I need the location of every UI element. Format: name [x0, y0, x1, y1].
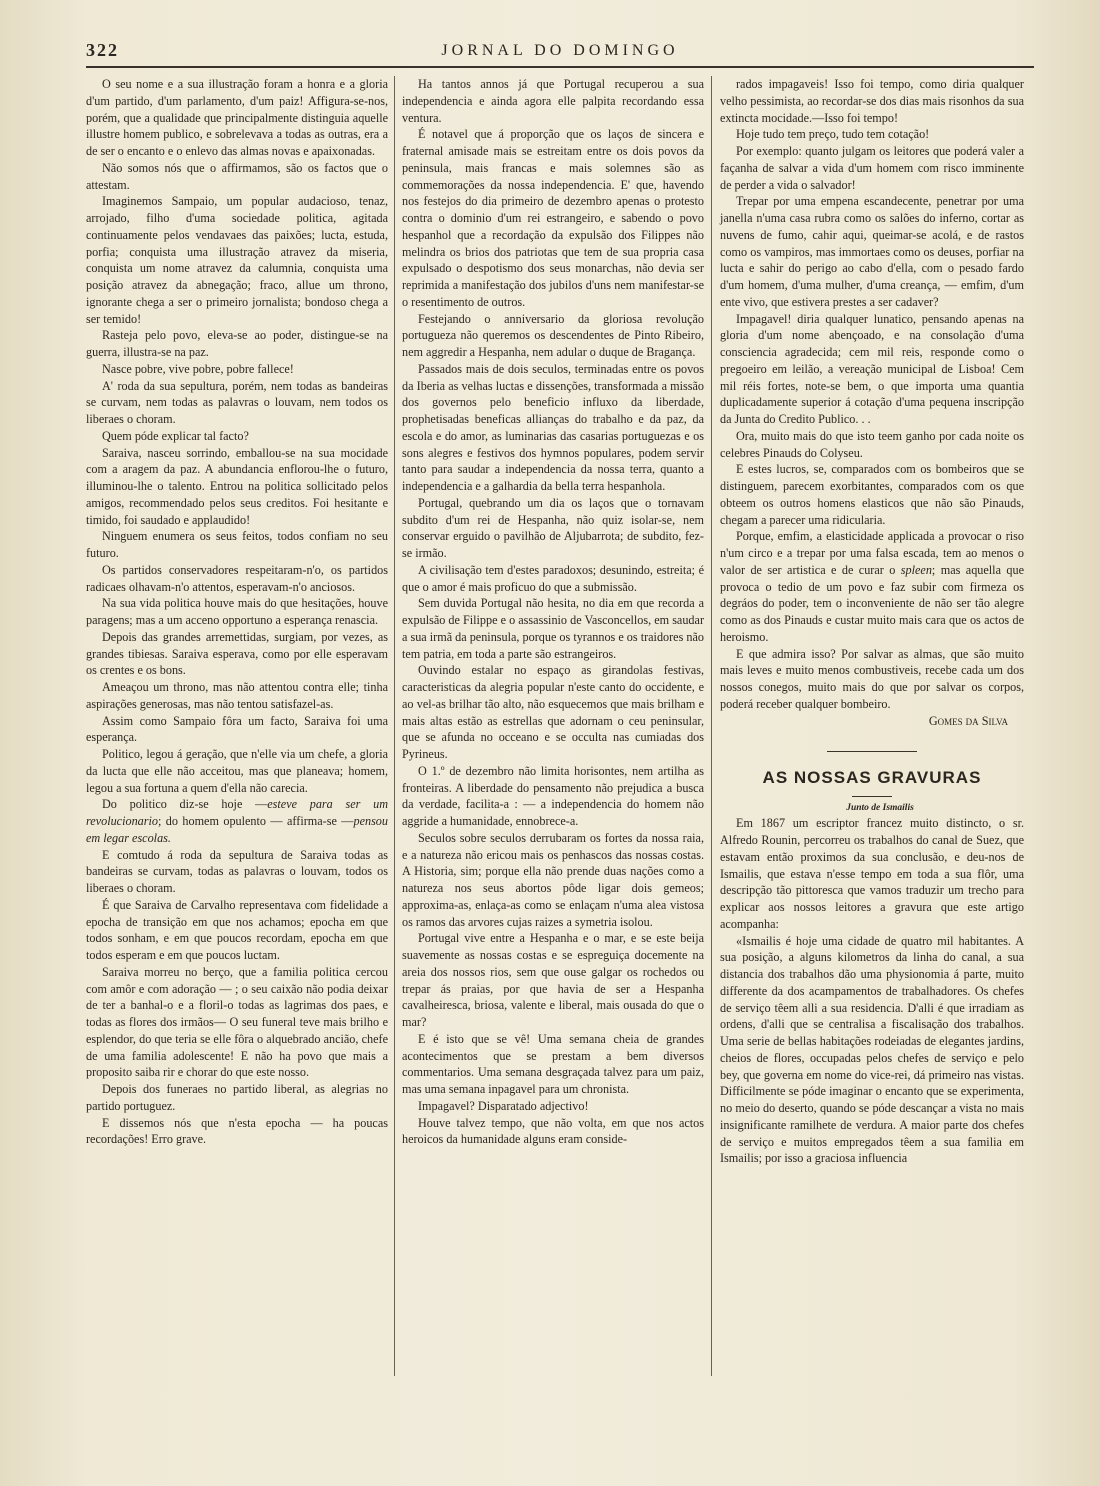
paragraph: E é isto que se vê! Uma semana cheia de grandes acontecimentos que se prestam a bem diversos commentarios. Uma semana desgraçada talvez para um paiz, mas uma semana inpagavel para um chronista. [402, 1031, 704, 1096]
column-divider [394, 76, 395, 1376]
page-number: 322 [86, 40, 119, 60]
paragraph: Nasce pobre, vive pobre, pobre fallece! [102, 361, 294, 376]
header-rule [86, 66, 1034, 68]
paragraph: Passados mais de dois seculos, terminadas entre os povos da Iberia as velhas luctas e dissenções, transformada a missão dos governos pelo beneficio influxo da liberdade, prophetisadas beneficas allianças do trabalho e da paz, da escola e do amor, as luminarias das casarias portuguezas e os sons alegres e festivos dos hymnos populares, podem servir tanto para saudar a independencia da nossa terra, quanto a independencia e a galhardia da bella terra hespanhola. [402, 361, 704, 493]
author-signature: Gomes da Silva [928, 713, 1008, 728]
paragraph: É que Saraiva de Carvalho representava com fidelidade a epocha de transição em que nos achamos; epocha em que todos sonham, e em que poucos recordam, epocha em que todos esperam e em que poucos luctam. [86, 897, 388, 962]
paragraph: Saraiva, nasceu sorrindo, emballou-se na sua mocidade com a aragem da paz. A abundancia enflorou-lhe o futuro, illuminou-lhe o talento. Entrou na politica sollicitado pelos amigos, recommendado pelos seus creditos. Foi hesitante e timido, foi saudado e applaudido! [86, 445, 388, 527]
paragraph: Os partidos conservadores respeitaram-n'o, os partidos radicaes olhavam-n'o attentos, esperavam-n'o anciosos. [86, 562, 388, 594]
journal-title: JORNAL DO DOMINGO [441, 42, 679, 59]
text-run: Do politico diz-se hoje — [102, 797, 268, 812]
paragraph: Portugal, quebrando um dia os laços que o tornavam subdito d'um rei de Hespanha, não quiz isolar-se, nem conservar erguido o pavilhão de Aljubarrota; de subdito, fez-se irmão. [402, 495, 704, 560]
italic-quote: pensou em legar escolas. [86, 814, 388, 845]
paragraph: E dissemos nós que n'esta epocha — ha poucas recordações! Erro grave. [86, 1115, 388, 1147]
paragraph: A civilisação tem d'estes paradoxos; desunindo, estreita; é que o amor é mais proficuo do que a submissão. [402, 562, 704, 594]
paragraph: Impagavel! diria qualquer lunatico, pensando apenas na gloria d'um nome abençoado, e na consolação d'uma consciencia agradecida; cem mil reis, responde como o pregoeiro em leilão, a vereação municipal de Lisboa! Cem mil réis fortes, note-se bem, o que importa uma quantia duplicadamente superior á cotação d'uma pequena inscripção da Junta do Credito Publico. . . [720, 311, 1024, 426]
paragraph: Assim como Sampaio fôra um facto, Saraiva foi uma esperança. [86, 713, 388, 745]
paragraph: Seculos sobre seculos derrubaram os fortes da nossa raia, e a natureza não ericou mais os penhascos das nossas costas. A Historia, sim; porque ella não prende duas nações como a natureza nos seus abortos pôde ligar dois gemeos; approxima-as, enlaça-as como se enlaçam n'uma alea vistosa os ramos das arvores cujas raizes a symetria isolou. [402, 830, 704, 929]
section-title: AS NOSSAS GRAVURAS [762, 768, 982, 788]
page-header [86, 38, 1034, 68]
paragraph: Saraiva morreu no berço, que a familia politica cercou com amôr e com adoração — ; o seu caixão não podia deixar de ter a banhal-o e a floril-o todas as lagrimas dos paes, e todas as flores dos irmãos— O seu funeral teve mais brilho e esplendor, do que teria se elle fôra o alquebrado ancião, chefe de uma familia adolescente! E não ha povo que mais a proposito saiba rir e chorar do que este nosso. [86, 964, 388, 1080]
column-3 [720, 76, 1024, 1167]
paragraph: Ouvindo estalar no espaço as girandolas festivas, caracteristicas da alegria popular n'este canto do occidente, e ao vel-as brilhar tão alto, não esquecemos que mais brilham e mais altas estão as estrellas que adornam o ceu peninsular, que se afunda no occeano e se occulta nas cumiadas dos Pyrineus. [402, 663, 704, 761]
paragraph: Na sua vida politica houve mais do que hesitações, houve paragens; mas a um acceno opportuno a esperança renascia. [86, 596, 388, 627]
paragraph: É notavel que á proporção que os laços de sincera e fraternal amisade mais se estreitam entre os dois povos da peninsula, mais francas e mais solemnes são as commemorações da nossa independencia. E' que, havendo nos festejos do dia primeiro de dezembro apenas o protesto contra o dominio d'um rei estrangeiro, e sabendo o povo hespanhol que a recordação da expulsão dos Filippes não melindra os brios dos patriotas que tem de sua propria casa expulsado o despotismo dos seus monarchas, não devia ser reprimida a manifestação dos jubilos d'uns nem manifestar-se o resentimento de outros. [402, 127, 704, 309]
paragraph: Portugal vive entre a Hespanha e o mar, e se este beija suavemente as nossas costas e se espreguiça docemente na areia dos nossos rios, sem que ouse galgar os rochedos ou trepar ás praias, por que havia de ser a Hespanha cavalheiresca, briosa, valente e liberal, mais ousada do que o mar? [402, 931, 704, 1029]
paragraph: E comtudo á roda da sepultura de Saraiva todas as bandeiras se curvam, todas as palavras o louvam, todos os liberaes o choram. [86, 847, 388, 895]
paragraph: O seu nome e a sua illustração foram a honra e a gloria d'um partido, d'um parlamento, d'um paiz! Affigura-se-nos, porém, que a qualidade que principalmente distinguia aquelle illustre homem publico, e sobrelevava a todas as outras, era a de ser o encanto e o enlevo das almas novas e apaixonadas. [86, 77, 388, 158]
section-divider [827, 751, 917, 752]
text-run: Porque, emfim, a elasticidade applicada a provocar o riso n'um circo e a trepar por uma falsa escada, tem ao menos o valor de ser artistica e de curar o [720, 529, 1024, 577]
paragraph: E estes lucros, se, comparados com os bombeiros que se distinguem, parecem exorbitantes, comparados com os que obteem os outros homens elasticos que não são Pinauds, chegam a parecer uma ridicularia. [720, 462, 1024, 527]
paragraph: Depois das grandes arremettidas, surgiam, por vezes, as grandes tibiesas. Saraiva esperava, como por elle esperavam os crentes e os bons. [86, 629, 388, 678]
paragraph: Festejando o anniversario da gloriosa revolução portugueza não queremos os descendentes de Pinto Ribeiro, nem aggredir a Hespanha, nem adular o duque de Bragança. [402, 311, 704, 359]
paragraph: Ha tantos annos já que Portugal recuperou a sua independencia e ainda agora elle palpita recordando essa ventura. [402, 77, 704, 125]
paragraph: A' roda da sua sepultura, porém, nem todas as bandeiras se curvam, nem todas as palavras o louvam, nem todos os liberaes o choram. [86, 378, 388, 426]
column-2 [402, 76, 704, 1148]
paragraph [720, 528, 1024, 645]
paragraph: Sem duvida Portugal não hesita, no dia em que recorda a expulsão de Filippe e o assassinio de Vasconcellos, em saudar a sua irmã da peninsula, porque os tyrannos e os traidores não tem patria, em toda a parte são estrangeiros. [402, 596, 704, 661]
paragraph: Por exemplo: quanto julgam os leitores que poderá valer a façanha de salvar a vida d'um homem com risco imminente de perder a vida o salvador! [720, 144, 1024, 192]
paragraph: Não somos nós que o affirmamos, são os factos que o attestam. [86, 160, 388, 192]
paragraph: «Ismailis é hoje uma cidade de quatro mil habitantes. A sua posição, a alguns kilometros da linha do canal, a sua distancia dos trabalhos dão uma physionomia á parte, muito differente da dos acampamentos de trabalhadores. Os chefes de serviço têem alli a sua residencia. D'alli é que irradiam as ordens, d'alli que se centralisa a fiscalisação dos trabalhos. Uma serie de bellas habitações rodeiadas de elegantes jardins, cheios de flores, occupadas pelos chefes de serviço e pelo bey, que governa em nome do vice-rei, dá primeiro nas vistas. Difficilmente se póde imaginar o encanto que se experimenta, no meio do deserto, quando se póde descançar a vista no mais insignificante ramilhete de verdura. A maior parte dos chefes de serviço e muitos empregados têem a sua familia em Ismailis; por isso a graciosa influencia [720, 933, 1024, 1166]
paragraph: Depois dos funeraes no partido liberal, as alegrias no partido portuguez. [86, 1082, 388, 1113]
paragraph: Em 1867 um escriptor francez muito distincto, o sr. Alfredo Rounin, percorreu os trabalhos do canal de Suez, que estavam então proximos da sua conclusão, e deu-nos de Ismailis, que estava n'esse tempo em toda a sua flôr, uma descripção tão pittoresca que vamos traduzir um trecho para explicar aos nossos leitores a gravura que este artigo acompanha: [720, 816, 1024, 931]
section-subdivider [852, 796, 892, 797]
italic-quote: esteve para ser um revolucionario [86, 797, 388, 828]
paragraph: Rasteja pelo povo, eleva-se ao poder, distingue-se na guerra, illustra-se na paz. [86, 328, 388, 359]
paragraph [86, 796, 388, 846]
paragraph: E que admira isso? Por salvar as almas, que são muito mais leves e muito menos combustiveis, recebe cada um dos nossos conegos, muito mais do que por salvar os corpos, poderá receber qualquer bombeiro. [720, 646, 1024, 711]
text-run: ; mas aquella que provoca o tedio de um povo e faz subir com firmeza os degráos do poder, tem o inconveniente de não ser tão alegre como as dos Pinauds e custar muito mais cara que os actos de heroismo. [720, 562, 1024, 644]
column-divider [711, 76, 712, 1376]
column-1 [86, 76, 388, 1148]
paragraph: Imaginemos Sampaio, um popular audacioso, tenaz, arrojado, filho d'uma sociedade politica, agitada continuamente pelos vendavaes das paixões; lucta, estuda, porfia; conquista uma illustração atravez da miseria, conquista um nome atravez da calumnia, conquista uma posição atravez da abnegação; fraco, allue um throno, ignorante chega a ser o primeiro jornalista; bondoso chega a ser temido! [86, 194, 388, 326]
section-subtitle: Junto de Ismailis [846, 803, 914, 814]
paragraph: Impagavel? Disparatado adjectivo! [418, 1098, 589, 1113]
text-run: ; do homem opulento — affirma-se — [157, 814, 354, 828]
paragraph: O 1.º de dezembro não limita horisontes, nem artilha as fronteiras. A liberdade do pensamento não prejudica a busca da verdade, facilita-a : — a independencia do homem não aggride a humanidade, ennobrece-a. [402, 763, 704, 828]
paragraph: Ninguem enumera os seus feitos, todos confiam no seu futuro. [86, 529, 388, 560]
paragraph: Hoje tudo tem preço, tudo tem cotação! [736, 127, 930, 142]
paragraph: Ora, muito mais do que isto teem ganho por cada noite os celebres Pinauds do Colyseu. [720, 428, 1024, 460]
paragraph: Houve talvez tempo, que não volta, em que nos actos heroicos da humanidade alguns eram conside- [402, 1115, 704, 1147]
italic-word: spleen [900, 562, 932, 577]
paragraph: Ameaçou um throno, mas não attentou contra elle; tinha aspirações generosas, mas não tentou satisfazel-as. [86, 680, 388, 711]
paragraph: Politico, legou á geração, que n'elle via um chefe, a gloria da lucta que elle não acceitou, mas que planeava; homem, legou a sua fortuna a quem d'ella não carecia. [86, 747, 388, 795]
paragraph: Quem póde explicar tal facto? [102, 428, 249, 443]
paragraph: rados impagaveis! Isso foi tempo, como diria qualquer velho pessimista, ao recordar-se dos dias mais risonhos da sua extincta mocidade.—Isso foi tempo! [720, 77, 1024, 125]
paragraph: Trepar por uma empena escandecente, penetrar por uma janella n'uma casa rubra como os salões do inferno, cortar as nuvens de fumo, cahir aqui, queimar-se acolá, e de rastos como os vampiros, mas immortaes como os deuses, porfiar na lucta e sahir do perigo ao cabo d'ella, com o pesado fardo d'um homem, d'uma mulher, d'uma creança, — emfim, d'um ente vivo, que estivera prestes a ser cadaver? [720, 194, 1024, 309]
